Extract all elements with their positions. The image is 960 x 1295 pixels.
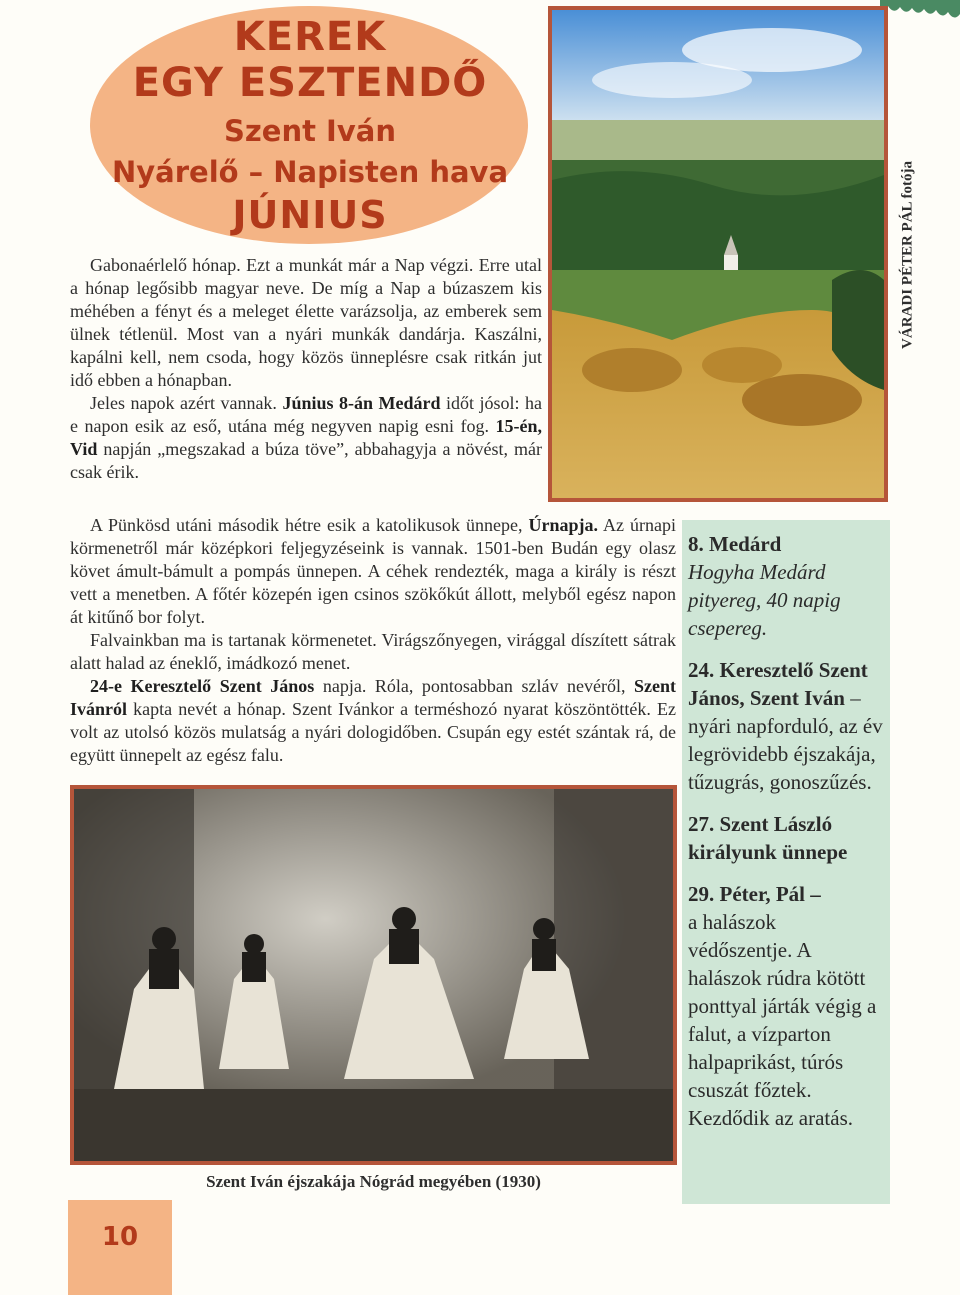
main-text [70, 514, 676, 767]
sidebar-item-24 [688, 656, 884, 796]
paragraph-1: Gabonaérlelő hónap. Ezt a munkát már a Nap végzi. Erre utal a hónap legősibb magyar neve. De míg a Nap a búzaszem kis méhében a fényt és a meleget élette varázsolja, az emberek sem ülnek tétlenül. Most van a nyári munkák dandárja. Kaszálni, kapálni kell, nem csoda, hogy közös ünneplésre csak ritkán jut idő ebben a hónapban. [70, 255, 542, 390]
p2-text-a: Jeles napok azért vannak. [90, 393, 277, 413]
p2-text-c: időt jósol: ha e napon esik az eső, utána még negyven napig esni fog. [70, 393, 543, 436]
paragraph-4: Falvainkban ma is tartanak körmenetet. Virágszőnyegen, virággal díszített sátrak alatt halad az éneklő, imádkozó menet. [70, 630, 676, 673]
paragraph-5 [70, 675, 676, 767]
photo-credit-text: VÁRADI PÉTER PÁL fotója [899, 161, 916, 349]
sidebar-item-8-head: 8. Medárd [688, 532, 782, 556]
p5-bold-szent-ivan: Szent Ivánról [70, 676, 677, 719]
title-line1: KEREK [233, 14, 387, 60]
sidebar-item-29-text: a halászok védőszentje. A halászok rúdra kötött ponttyal járták végig a falut, a vízparton halpaprikást, túrós csuszát főztek. [688, 910, 877, 1102]
top-decoration [880, 0, 960, 30]
sidebar-item-29-end: Kezdődik az aratás. [688, 1106, 853, 1130]
month-title: JÚNIUS [232, 193, 388, 237]
p5-text-b: napja. Róla, pontosabban szláv nevéről, [322, 676, 626, 696]
historic-photo [70, 785, 677, 1165]
p5-bold-keresztelo: 24-e Keresztelő Szent János [90, 676, 315, 696]
p2-bold-vid: 15-én, Vid [70, 416, 543, 459]
p2-text-e: napján „megszakad a búza töve”, abbahagyja a növést, már csak érik. [70, 439, 542, 482]
p3-bold-urnapja: Úrnapja. [528, 515, 598, 535]
p3-text-c: Az úrnapi körmenetről már középkori feljegyzéseink is vannak. 1501-ben Budán egy olasz követ ámult-bámult a pompás ünnepen. A céhek rendezték, maga a király is részt vett a menetben. A főtér közepén igen csinos szökőkút állott, melyből egész napon át kitűnő bor folyt. [70, 515, 676, 627]
photo-credit [888, 120, 928, 390]
sidebar-item-27-head: 27. Szent László királyunk ünnepe [688, 812, 848, 864]
sidebar-item-24-head: 24. Keresztelő Szent János, Szent Iván [688, 658, 868, 710]
sidebar-item-8-text: Hogyha Medárd pityereg, 40 napig csepereg. [688, 560, 841, 640]
page-number: 10 [101, 1222, 139, 1252]
sidebar-item-24-text: – nyári napforduló, az év legrövidebb éjszakája, tűzugrás, gonoszűzés. [688, 686, 883, 794]
intro-text [70, 254, 542, 484]
title-block [90, 14, 530, 238]
p3-text-a: A Pünkösd utáni második hétre esik a katolikusok ünnepe, [90, 515, 523, 535]
p2-bold-medard: Június 8-án Medárd [282, 393, 441, 413]
paragraph-3 [70, 514, 676, 629]
month-names: Nyárelő – Napisten hava [111, 155, 509, 189]
photo-caption: Szent Iván éjszakája Nógrád megyében (1930) [206, 1172, 541, 1191]
title-line2: EGY ESZTENDŐ [132, 60, 488, 106]
p5-text-d: kapta nevét a hónap. Szent Ivánkor a terméshozó nyarat köszöntötték. Ez volt az utolsó közös mulatság a nyári dologidőben. Csupán egy estét szántak rá, de együtt ünnepelt az egész falu. [70, 699, 676, 765]
paragraph-2 [70, 392, 542, 484]
sidebar-item-29-head: 29. Péter, Pál – [688, 882, 821, 906]
subtitle: Szent Iván [224, 114, 396, 148]
holiday-sidebar [682, 520, 890, 1204]
landscape-photo [548, 6, 888, 502]
